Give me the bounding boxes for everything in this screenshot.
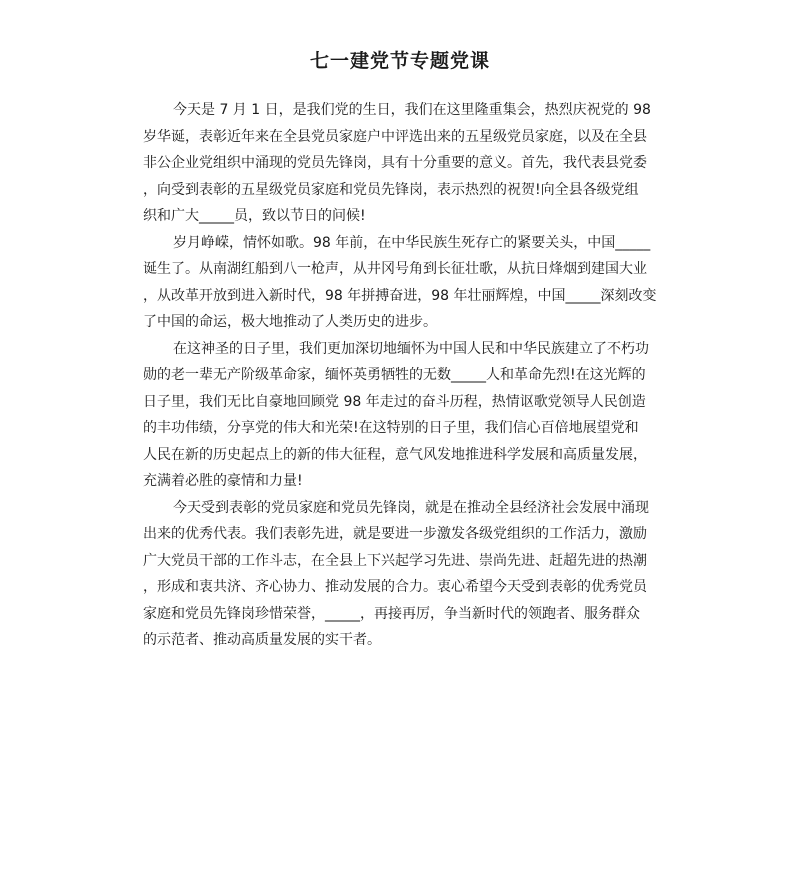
document-title: 七一建党节专题党课 — [309, 50, 490, 72]
text-line: 岁华诞，表彰近年来在全县党员家庭户中评选出来的五星级党员家庭，以及在全县 — [143, 128, 647, 145]
paragraph — [143, 495, 666, 654]
text-line: 人民在新的历史起点上的新的伟大征程，意气风发地推进科学发展和高质量发展， — [143, 446, 647, 463]
text-line: 织和广大_____员，致以节日的问候! — [143, 208, 366, 224]
paragraph — [143, 230, 666, 336]
text-line: ，向受到表彰的五星级党员家庭和党员先锋岗，表示热烈的祝贺!向全县各级党组 — [143, 181, 639, 198]
text-line: 诞生了。从南湖红船到八一枪声，从井冈号角到长征壮歌，从抗日烽烟到建国大业 — [143, 261, 647, 277]
text-line: 的丰功伟绩，分享党的伟大和光荣!在这特别的日子里，我们信心百倍地展望党和 — [143, 420, 639, 436]
text-line: 今天是 7 月 1 日，是我们党的生日，我们在这里隆重集会，热烈庆祝党的 98 — [173, 102, 651, 118]
text-line: 的示范者、推动高质量发展的实干者。 — [143, 632, 381, 648]
text-line: 在这神圣的日子里，我们更加深切地缅怀为中国人民和中华民族建立了不朽功 — [173, 340, 649, 357]
text-line: 充满着必胜的豪情和力量! — [143, 473, 303, 489]
text-line: 出来的优秀代表。我们表彰先进，就是要进一步激发各级党组织的工作活力，激励 — [143, 526, 647, 542]
text-line: 岁月峥嵘，情怀如歌。98 年前，在中华民族生死存亡的紧要关头，中国_____ — [173, 234, 651, 251]
text-line: 今天受到表彰的党员家庭和党员先锋岗，就是在推动全县经济社会发展中涌现 — [173, 499, 649, 516]
text-line: 广大党员干部的工作斗志，在全县上下兴起学习先进、崇尚先进、赶超先进的热潮 — [143, 552, 647, 569]
text-line: 日子里，我们无比自豪地回顾党 98 年走过的奋斗历程，热情讴歌党领导人民创造 — [143, 393, 646, 410]
text-line: ，形成和衷共济、齐心协力、推动发展的合力。衷心希望今天受到表彰的优秀党员 — [143, 579, 647, 595]
document-body — [143, 97, 666, 654]
paragraph — [143, 97, 666, 230]
text-line: 了中国的命运，极大地推动了人类历史的进步。 — [143, 314, 437, 330]
text-line: 勋的老一辈无产阶级革命家，缅怀英勇牺牲的无数_____人和革命先烈!在这光辉的 — [143, 367, 646, 383]
text-line: ，从改革开放到进入新时代，98 年拼搏奋进，98 年壮丽辉煌，中国_____深刻改变 — [143, 287, 657, 304]
paragraph — [143, 336, 666, 495]
text-line: 家庭和党员先锋岗珍惜荣誉，_____，再接再厉，争当新时代的领跑者、服务群众 — [143, 605, 640, 622]
text-line: 非公企业党组织中涌现的党员先锋岗，具有十分重要的意义。首先，我代表县党委 — [143, 155, 647, 171]
